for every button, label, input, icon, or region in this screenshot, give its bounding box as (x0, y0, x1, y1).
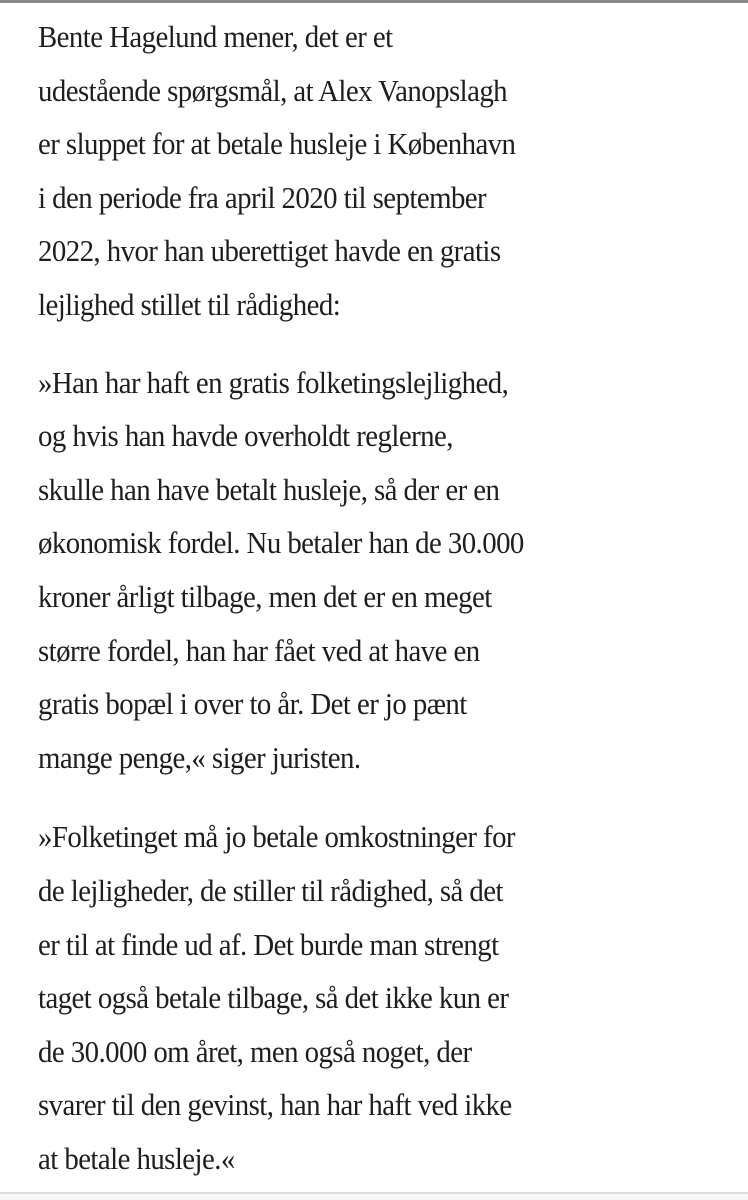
text-line: Bente Hagelund mener, det er et (38, 19, 393, 54)
text-line: større fordel, han har fået ved at have en (38, 632, 480, 668)
text-line: gratis bopæl i over to år. Det er jo pænt (38, 686, 467, 722)
text-line: kroner årligt tilbage, men det er en meget (38, 578, 492, 614)
text-line: de 30.000 om året, men også noget, der (38, 1033, 472, 1069)
paragraph-quote-2 (38, 810, 738, 1185)
text-line: skulle han have betalt husleje, så der er en (38, 471, 500, 507)
text-line: og hvis han havde overholdt reglerne, (38, 418, 453, 454)
paragraph-quote-1 (38, 356, 738, 785)
text-line: økonomisk fordel. Nu betaler han de 30.000 (38, 525, 524, 561)
text-line: 2022, hvor han uberettiget havde en gratis (38, 233, 501, 269)
text-line: i den periode fra april 2020 til september (38, 179, 487, 215)
text-line: lejlighed stillet til rådighed: (38, 286, 341, 322)
text-line: de lejligheder, de stiller til rådighed, så det (38, 872, 503, 908)
text-line: mange penge,« siger juristen. (38, 739, 361, 775)
paragraph-intro (38, 10, 738, 332)
text-line: udestående spørgsmål, at Alex Vanopslagh (38, 72, 508, 108)
text-line: »Han har haft en gratis folketingslejlighed, (38, 364, 509, 400)
text-line: at betale husleje.« (38, 1140, 235, 1176)
bottom-strip (0, 1194, 748, 1200)
top-divider (0, 0, 748, 3)
article-body (38, 10, 738, 1185)
text-line: er til at finde ud af. Det burde man strengt (38, 926, 499, 962)
text-line: »Folketinget må jo betale omkostninger for (38, 819, 515, 855)
text-line: taget også betale tilbage, så det ikke kun er (38, 980, 509, 1016)
text-line: er sluppet for at betale husleje i København (38, 126, 516, 162)
text-line: svarer til den gevinst, han har haft ved ikke (38, 1087, 512, 1123)
